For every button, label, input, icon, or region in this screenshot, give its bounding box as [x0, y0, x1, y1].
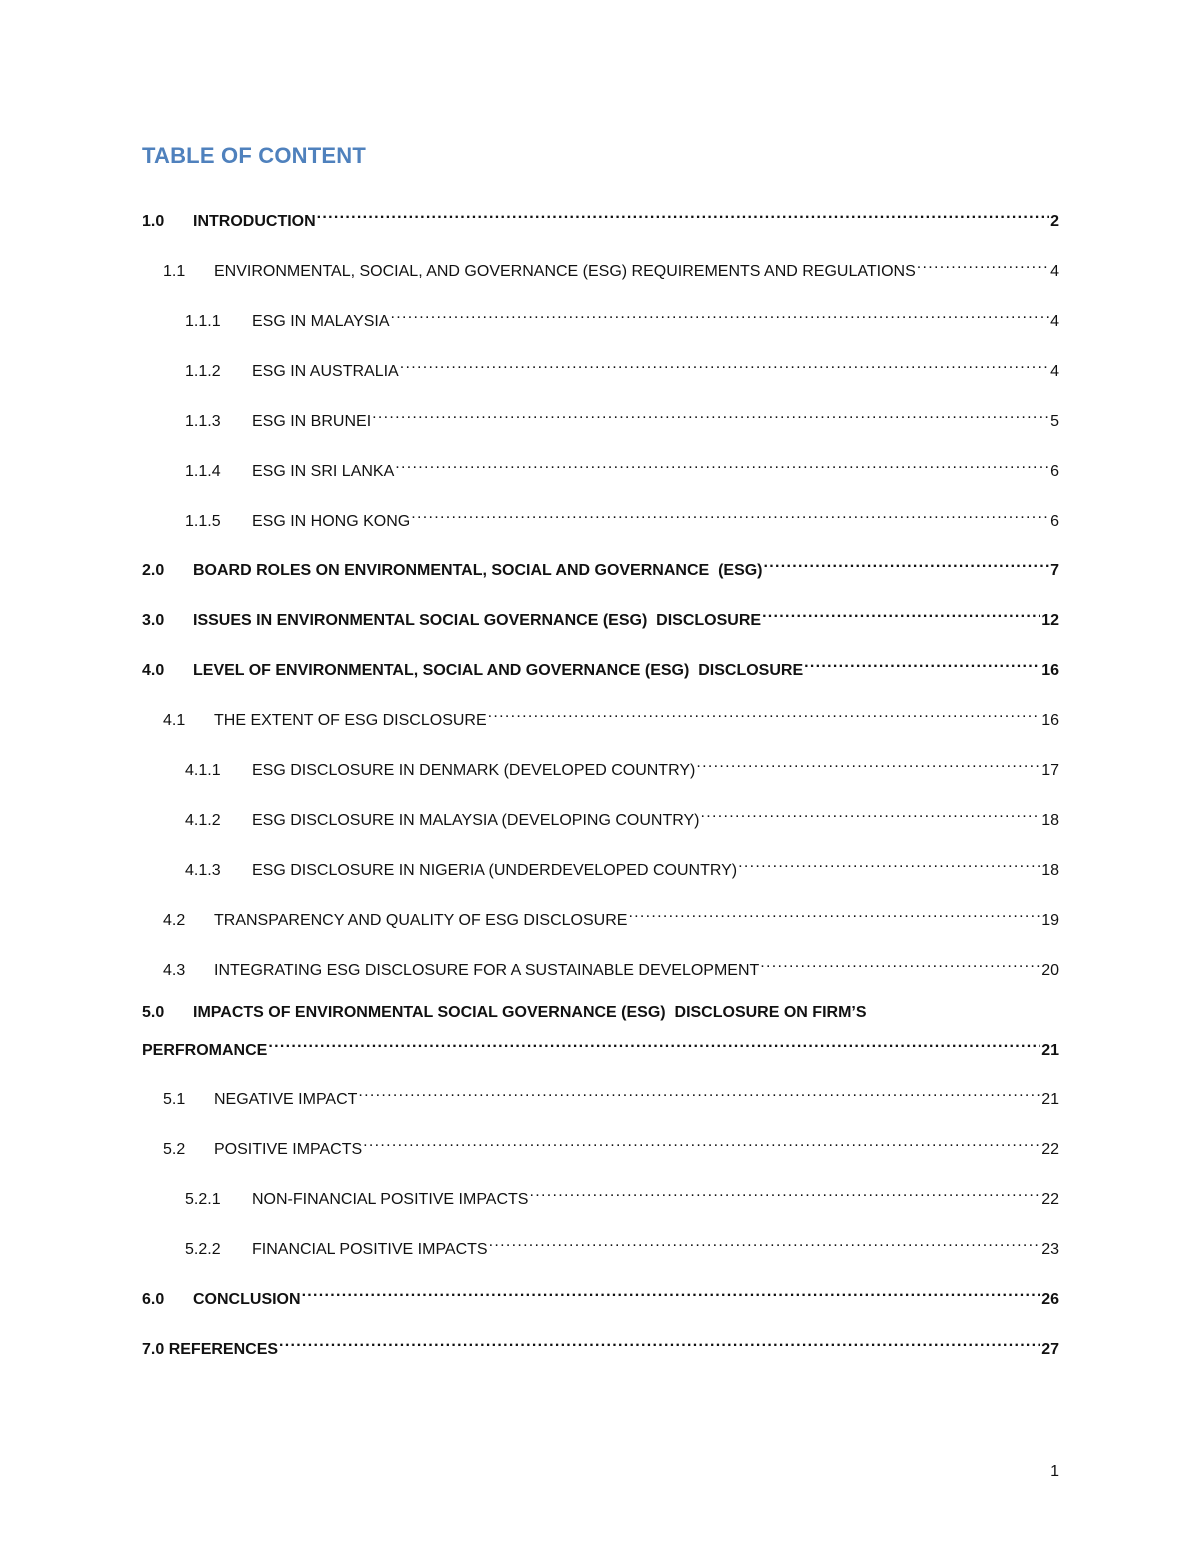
toc-entry-text: ESG IN HONG KONG — [252, 513, 411, 530]
toc-leader-dots — [917, 252, 1049, 276]
toc-entry-text: TRANSPARENCY AND QUALITY OF ESG DISCLOSURE — [214, 912, 628, 929]
toc-entry[interactable] — [163, 951, 1059, 979]
toc-entry-number: 2.0 — [142, 562, 165, 579]
toc-entry-text: ESG IN MALAYSIA — [252, 313, 390, 330]
toc-entry[interactable] — [142, 651, 1059, 679]
toc-entry-page: 2 — [1050, 213, 1059, 230]
toc-entry[interactable] — [185, 502, 1059, 530]
toc-entry-number: 4.2 — [163, 912, 186, 929]
toc-entry-text: THE EXTENT OF ESG DISCLOSURE — [214, 712, 487, 729]
toc-leader-dots — [628, 901, 1040, 925]
toc-entry-number: 5.0 — [142, 1004, 165, 1021]
toc-leader-dots — [804, 651, 1040, 675]
toc-leader-dots — [302, 1280, 1041, 1304]
toc-entry[interactable] — [163, 901, 1059, 929]
toc-entry[interactable] — [185, 402, 1059, 430]
toc-leader-dots — [317, 202, 1049, 226]
toc-entry-number: 1.1.5 — [185, 513, 221, 530]
toc-entry[interactable] — [142, 551, 1059, 579]
toc-entry-number: 1.1.2 — [185, 363, 221, 380]
toc-entry-number: 4.1 — [163, 712, 186, 729]
toc-entry[interactable] — [185, 751, 1059, 779]
toc-entry[interactable] — [185, 851, 1059, 879]
toc-leader-dots — [400, 352, 1049, 376]
toc-leader-dots — [529, 1180, 1040, 1204]
toc-entry-number: 5.2.2 — [185, 1241, 221, 1258]
toc-entry[interactable] — [142, 1280, 1059, 1308]
toc-entry-number: 4.1.3 — [185, 862, 221, 879]
toc-entry-text: ESG IN AUSTRALIA — [252, 363, 399, 380]
toc-entry-page: 16 — [1041, 662, 1059, 679]
toc-entry-page: 22 — [1041, 1191, 1059, 1208]
page-number: 1 — [1050, 1463, 1059, 1480]
toc-entry-page: 6 — [1050, 513, 1059, 530]
toc-entry-text: ESG DISCLOSURE IN DENMARK (DEVELOPED COUNTRY) — [252, 762, 696, 779]
toc-entry-page: 18 — [1041, 812, 1059, 829]
toc-entry-page: 17 — [1041, 762, 1059, 779]
toc-entry-text: NEGATIVE IMPACT — [214, 1091, 358, 1108]
toc-entry-line2[interactable] — [142, 1031, 1059, 1059]
toc-entry-number: 1.1 — [163, 263, 186, 280]
toc-entry[interactable] — [185, 302, 1059, 330]
toc-entry-text: FINANCIAL POSITIVE IMPACTS — [252, 1241, 488, 1258]
toc-entry-page: 4 — [1050, 363, 1059, 380]
toc-entry-page: 7 — [1050, 562, 1059, 579]
toc-entry-text: LEVEL OF ENVIRONMENTAL, SOCIAL AND GOVERNANCE (ESG) DISCLOSURE — [193, 662, 804, 679]
toc-entry-page: 5 — [1050, 413, 1059, 430]
toc-entry-page: 16 — [1041, 712, 1059, 729]
toc-leader-dots — [372, 402, 1049, 426]
toc-entry-number: 6.0 — [142, 1291, 165, 1308]
toc-entry-text: NON-FINANCIAL POSITIVE IMPACTS — [252, 1191, 529, 1208]
toc-entry[interactable] — [163, 701, 1059, 729]
toc-entry-number: 4.1.2 — [185, 812, 221, 829]
toc-entry[interactable] — [163, 1130, 1059, 1158]
toc-entry-page: 20 — [1041, 962, 1059, 979]
toc-leader-dots — [411, 502, 1049, 526]
toc-entry-page: 22 — [1041, 1141, 1059, 1158]
toc-entry[interactable] — [185, 1180, 1059, 1208]
toc-entry-page: 26 — [1041, 1291, 1059, 1308]
toc-entry[interactable] — [163, 1080, 1059, 1108]
toc-entry-text: IMPACTS OF ENVIRONMENTAL SOCIAL GOVERNANCE (ESG) DISCLOSURE ON FIRM’S — [193, 1004, 867, 1021]
toc-leader-dots — [738, 851, 1040, 875]
toc-entry-page: 19 — [1041, 912, 1059, 929]
toc-leader-dots — [488, 701, 1041, 725]
toc-leader-dots — [489, 1230, 1041, 1254]
toc-entry-text: CONCLUSION — [193, 1291, 301, 1308]
toc-leader-dots — [279, 1330, 1040, 1354]
toc-entry-text: PERFROMANCE — [142, 1042, 268, 1059]
toc-entry[interactable] — [185, 801, 1059, 829]
toc-entry-page: 4 — [1050, 313, 1059, 330]
toc-entry-text: INTEGRATING ESG DISCLOSURE FOR A SUSTAINABLE DEVELOPMENT — [214, 962, 760, 979]
toc-entry-number: 4.1.1 — [185, 762, 221, 779]
toc-leader-dots — [358, 1080, 1040, 1104]
toc-leader-dots — [268, 1031, 1040, 1055]
toc-entry-number: 1.1.4 — [185, 463, 221, 480]
toc-entry-text: 7.0 REFERENCES — [142, 1341, 279, 1358]
toc-entry-number: 5.1 — [163, 1091, 186, 1108]
toc-entry-text: POSITIVE IMPACTS — [214, 1141, 363, 1158]
toc-entry-number: 4.3 — [163, 962, 186, 979]
toc-entry-line1[interactable] — [142, 1001, 867, 1025]
toc-entry-text: ESG IN SRI LANKA — [252, 463, 395, 480]
toc-leader-dots — [701, 801, 1041, 825]
toc-entry-number: 1.1.3 — [185, 413, 221, 430]
toc-leader-dots — [764, 551, 1050, 575]
toc-leader-dots — [391, 302, 1050, 326]
toc-leader-dots — [363, 1130, 1040, 1154]
toc-entry-text: BOARD ROLES ON ENVIRONMENTAL, SOCIAL AND GOVERNANCE (ESG) — [193, 562, 763, 579]
toc-entry[interactable] — [142, 1330, 1059, 1358]
toc-entry-text: INTRODUCTION — [193, 213, 316, 230]
toc-entry-page: 12 — [1041, 612, 1059, 629]
toc-entry-page: 21 — [1041, 1091, 1059, 1108]
toc-entry-number: 4.0 — [142, 662, 165, 679]
toc-leader-dots — [696, 751, 1040, 775]
toc-entry-number: 5.2 — [163, 1141, 186, 1158]
toc-entry-page: 27 — [1041, 1341, 1059, 1358]
toc-entry-page: 21 — [1041, 1042, 1059, 1059]
toc-leader-dots — [762, 601, 1040, 625]
toc-entry-text: ESG DISCLOSURE IN MALAYSIA (DEVELOPING COUNTRY) — [252, 812, 700, 829]
toc-entry[interactable] — [163, 252, 1059, 280]
toc-entry[interactable] — [142, 202, 1059, 230]
toc-entry-page: 18 — [1041, 862, 1059, 879]
toc-entry-number: 1.1.1 — [185, 313, 221, 330]
toc-entry[interactable] — [185, 452, 1059, 480]
toc-entry[interactable] — [185, 352, 1059, 380]
toc-entry-page: 23 — [1041, 1241, 1059, 1258]
toc-leader-dots — [760, 951, 1040, 975]
toc-entry-number: 3.0 — [142, 612, 165, 629]
toc-entry-text: ISSUES IN ENVIRONMENTAL SOCIAL GOVERNANCE (ESG) DISCLOSURE — [193, 612, 762, 629]
toc-leader-dots — [395, 452, 1049, 476]
toc-entry-text: ENVIRONMENTAL, SOCIAL, AND GOVERNANCE (ESG) REQUIREMENTS AND REGULATIONS — [214, 263, 916, 280]
toc-entry-page: 6 — [1050, 463, 1059, 480]
toc-entry-page: 4 — [1050, 263, 1059, 280]
toc-entry[interactable] — [142, 601, 1059, 629]
toc-entry-text: ESG DISCLOSURE IN NIGERIA (UNDERDEVELOPED COUNTRY) — [252, 862, 738, 879]
toc-entry-text: ESG IN BRUNEI — [252, 413, 372, 430]
toc-title: TABLE OF CONTENT — [142, 143, 366, 168]
toc-entry-number: 5.2.1 — [185, 1191, 221, 1208]
toc-entry-number: 1.0 — [142, 213, 165, 230]
toc-entry[interactable] — [185, 1230, 1059, 1258]
